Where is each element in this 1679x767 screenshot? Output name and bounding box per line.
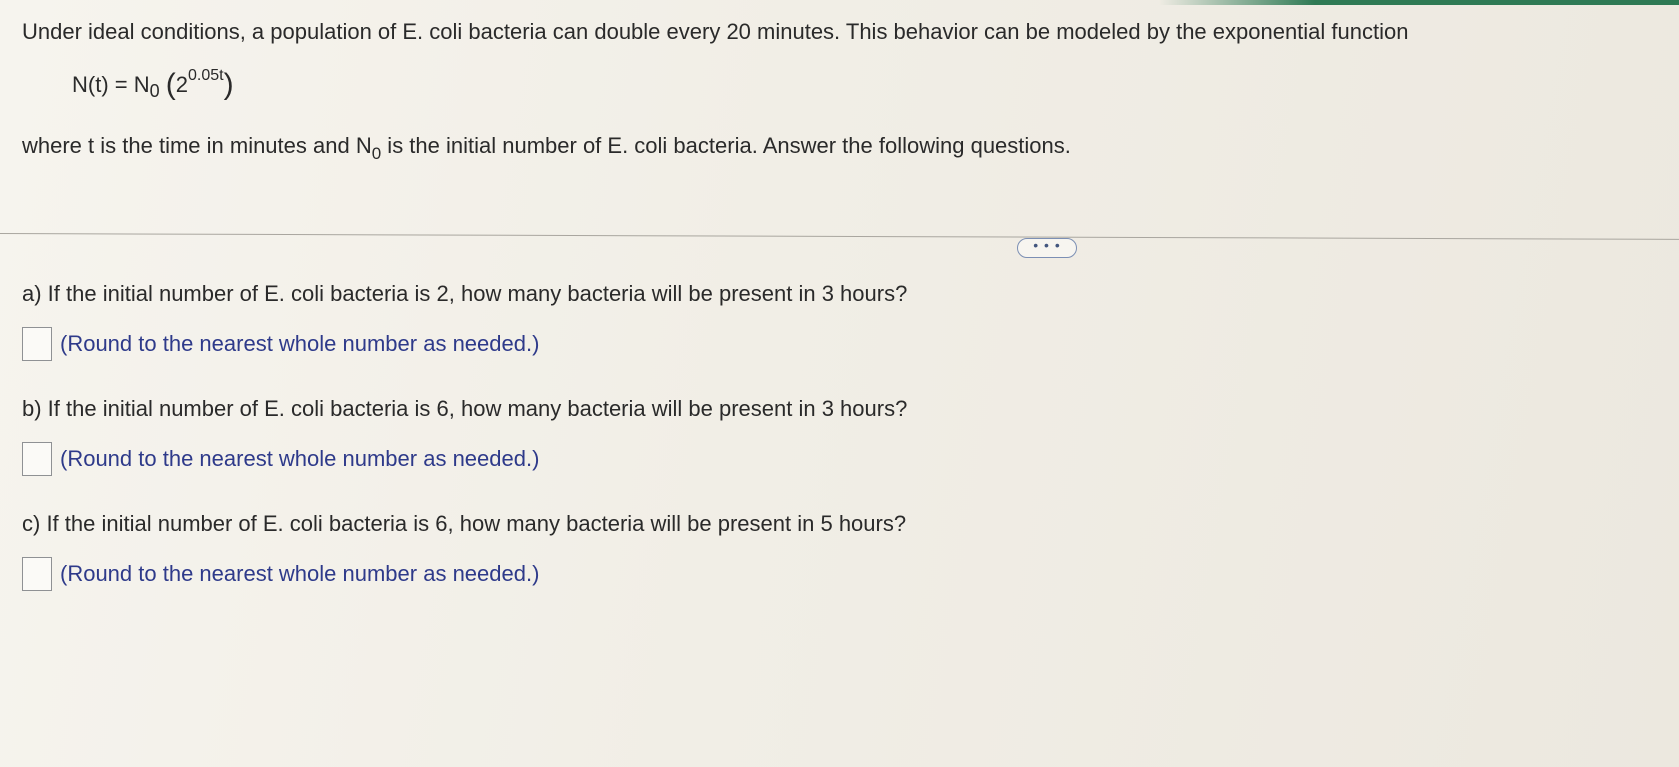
question-a: a) If the initial number of E. coli bacteria is 2, how many bacteria will be present in 3 hours? bbox=[22, 281, 908, 306]
show-more-button[interactable]: • • • bbox=[1017, 238, 1077, 258]
formula-exponent: 0.05t bbox=[188, 67, 224, 84]
variable-definition bbox=[22, 132, 1071, 162]
answer-input-b[interactable] bbox=[22, 442, 52, 476]
question-c: c) If the initial number of E. coli bacteria is 6, how many bacteria will be present in 5 hours? bbox=[22, 511, 907, 536]
answer-row-b bbox=[22, 442, 539, 476]
intro-text: Under ideal conditions, a population of E. coli bacteria can double every 20 minutes. This behavior can be modeled by the exponential function bbox=[22, 19, 1409, 44]
formula-lhs-subscript: 0 bbox=[149, 81, 160, 101]
answer-row-a bbox=[22, 327, 539, 361]
formula-lhs: N(t) = N bbox=[72, 72, 150, 97]
variable-definition-part1: where t is the time in minutes and N bbox=[22, 133, 372, 158]
formula-base: 2 bbox=[175, 72, 189, 97]
formula-close-paren: ) bbox=[223, 68, 234, 101]
rounding-hint-b: (Round to the nearest whole number as needed.) bbox=[60, 446, 540, 471]
top-accent-bar bbox=[1159, 0, 1679, 5]
formula bbox=[72, 68, 234, 103]
answer-input-c[interactable] bbox=[22, 557, 52, 591]
answer-input-a[interactable] bbox=[22, 327, 52, 361]
variable-definition-subscript: 0 bbox=[371, 144, 382, 163]
formula-open-paren: ( bbox=[165, 68, 176, 101]
problem-statement bbox=[22, 18, 1652, 163]
answer-row-c bbox=[22, 557, 539, 591]
rounding-hint-c: (Round to the nearest whole number as needed.) bbox=[60, 561, 540, 586]
question-b: b) If the initial number of E. coli bacteria is 6, how many bacteria will be present in 3 hours? bbox=[22, 396, 908, 421]
section-divider bbox=[0, 233, 1679, 240]
rounding-hint-a: (Round to the nearest whole number as needed.) bbox=[60, 331, 540, 356]
variable-definition-part2: is the initial number of E. coli bacteria. Answer the following questions. bbox=[381, 133, 1071, 158]
